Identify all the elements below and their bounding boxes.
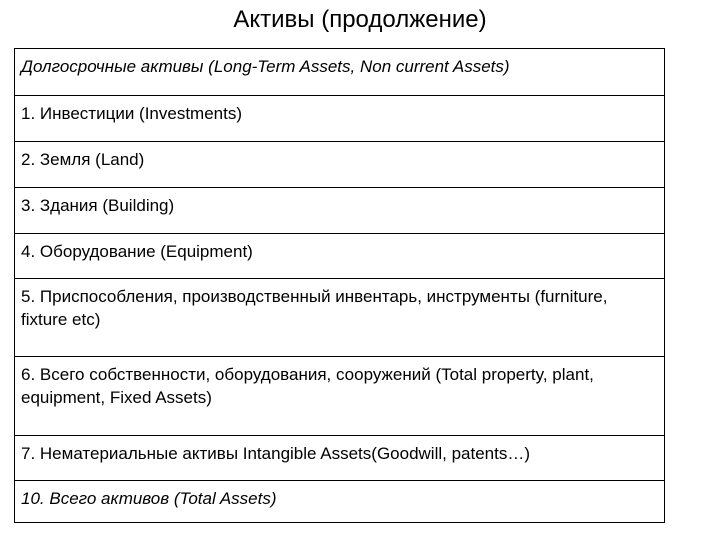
table-row-intangible: 7. Нематериальные активы Intangible Assets(Goodwill, patents…) — [15, 435, 664, 480]
table-row-equipment: 4. Оборудование (Equipment) — [15, 233, 664, 278]
table-row-total-assets: 10. Всего активов (Total Assets) — [15, 480, 664, 522]
assets-table — [14, 48, 665, 523]
table-row-header: Долгосрочные активы (Long-Term Assets, Non current Assets) — [21, 57, 510, 76]
slide-title: Активы (продолжение) — [233, 6, 487, 33]
table-row-land: 2. Земля (Land) — [15, 141, 664, 187]
table-row-furniture: 5. Приспособления, производственный инвентарь, инструменты (furniture, fixture etc) — [15, 278, 664, 356]
table-row-fixed-assets: 6. Всего собственности, оборудования, сооружений (Total property, plant, equipment, Fixed Assets) — [15, 356, 664, 435]
table-row-building: 3. Здания (Building) — [15, 187, 664, 233]
table-row-investments: 1. Инвестиции (Investments) — [15, 95, 664, 141]
